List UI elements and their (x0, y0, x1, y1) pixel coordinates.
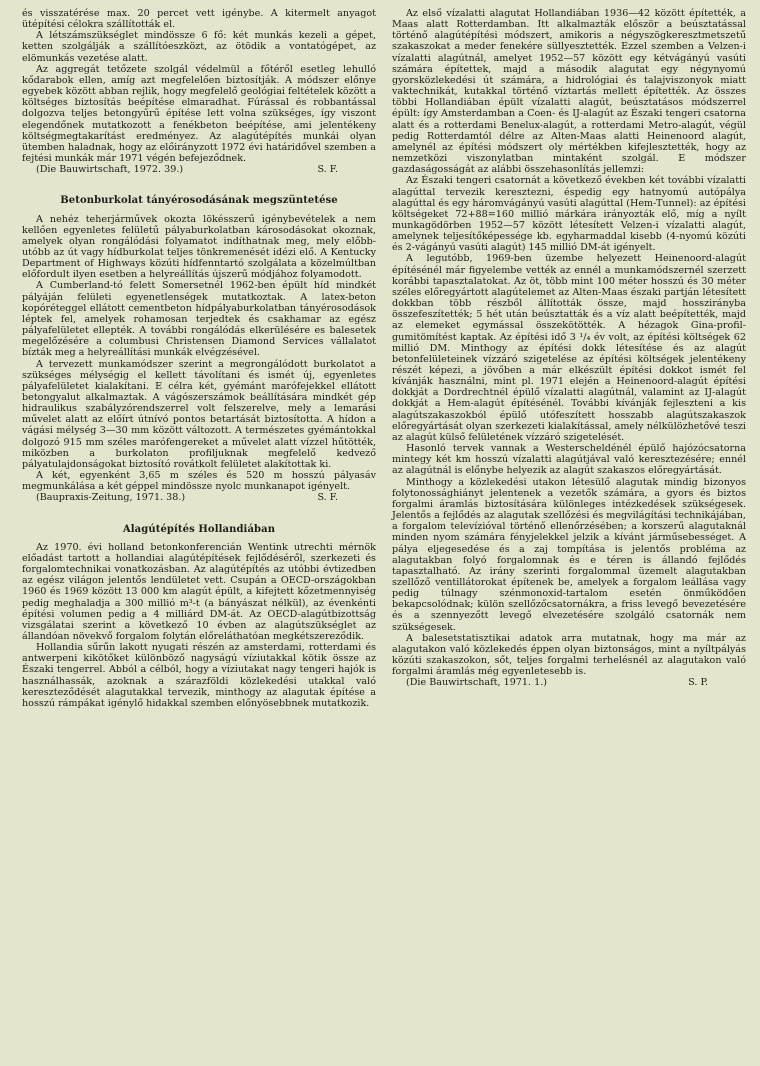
intro-source: (Die Bauwirtschaft, 1972. 39.) (36, 164, 184, 176)
right-paragraph-1: Az első vízalatti alagutat Hollandiában 1936—42 között építették, a Maas alatt Rotterdamban. Itt alkalmazták először a beúsztatással történő alagútépítési módszert, amikoris a négyszögkeresztmetszetű szakaszokat a meder fenekére süllyesztették. Ezzel szemben a Velzen-i vízalatti alagútnál, amelyet 1952—57 között egy kétvágányú vasúti számára építettek, majd a második alagutat egy négynyomú gyorsközlekedési út számára, a hidrológiai és talajviszonyok miatt vaktechnikát, kutakkal történő víztartás mellett építették. Az összes többi Hollandiában épült vízalatti alagút, beúsztatásos módszerrel épült: így Amsterdamban a Coen- és IJ-alagút az Északi tengeri csatorna alatt és a rotterdami Benelux-alagút, a rotterdami Metro-alagút, végül pedig Rotterdamtól délre az Alten-Maas alatti Heinenoord alagút, amelynél az építési módszert oly mértékben kifejlesztették, hogy az nemzetközi viszonylatban mintaként szolgál. E módszer gazdaságosságát az alábbi összehasonlítás jellemzi: (392, 8, 746, 176)
article1-paragraph-2: A Cumberland-tó felett Somersetnél 1962-ben épült híd mindkét pályáján felületi egyenetlenségek mutatkoztak. A latex-beton kopóréteggel ellátott cementbeton hídpályaburkolatban tányérosodások léptek fel, amelyek rohamosan terjedtek és csakhamar az egész pályafelületet ellepték. A további rongálódás elkerülésére es balesetek megelőzésére a columbusi Christensen Diamond Services vállalatot bízták meg a helyreállítási munkák elvégzésével. (22, 280, 376, 359)
left-column (22, 8, 376, 1066)
right-paragraph-3: A legutóbb, 1969-ben üzembe helyezett Heinenoord-alagút építésénél már figyelembe vették az ennél a munkamódszernél szerzett korábbi tapasztalatokat. Az öt, több mint 100 méter hosszú és 30 méter széles előregyártott alagútelemet az Alten-Maas északi partján létesített dokkban több részből állították össze, majd hosszirányba összefeszítették; 5 hét után beúsztatták és a víz alatt beépítették, majd az elemeket egymással összekötötték. A hézagok Gina-profil-gumitömítést kaptak. Az építési idő 3 ¹/₄ év volt, az építési költségek 62 millió DM. Minthogy az építési dokk létesítése és az alagút betonfelületeinek vízzáró szigetelése az építési költségek jelentékeny részét képezi, a jövőben a már elkészült építési dokkot ismét fel kívánják használni, mint pl. 1971 elején a Heinenoord-alagút építési dokkját a Dordrechtnél épülő vízalatti alagútnál, valamint az IJ-alagút dokkját a Hem-alagút építésénél. További kívánják fejleszteni a kis alagútszakaszokból épülő utófeszített hosszabb alagútszakaszok előregyártását olyan szerkezeti kialakítással, amely nélkülözhetővé teszi az alagút külső felületének vízzáró szigetelését. (392, 253, 746, 443)
right-paragraph-4: Hasonló tervek vannak a Westerscheldénél épülő hajózócsatorna mintegy két km hosszú vízalatti alagútjával való keresztezésére; ennél az alagútnál is előnybe helyezik az alagút szakaszos előregyártását. (392, 443, 746, 477)
article1-source: (Baupraxis-Zeitung, 1971. 38.) (36, 492, 186, 504)
intro-source-line (22, 164, 376, 175)
right-source: (Die Bauwirtschaft, 1971. 1.) (406, 677, 548, 689)
article1-initials: S. F. (317, 492, 338, 504)
right-initials: S. P. (688, 677, 708, 689)
right-column (392, 8, 746, 1066)
intro-paragraph-2: A létszámszükséglet mindössze 6 fő: két munkás kezeli a gépet, ketten szolgálják a szállítóeszközt, az ötödik a vontatógépet, az elömunkás vezetése alatt. (22, 30, 376, 64)
intro-paragraph-3: Az aggregát tetőzete szolgál védelmül a főtéről esetleg lehulló kődarabok ellen, amíg azt megfelelően biztosítják. A módszer előnye egyebek között abban rejlik, hogy megfelelő geológiai feltételek között a költséges biztosítás beépítése elmaradhat. Fúrással és robbantással dolgozva teljes betongyűrű építése lett volna szükséges, így viszont elegendőnek mutatkozott a fenékbeton beépítése, ami jelentékeny költségmegtakarítást eredményez. Az alagútépítés munkái olyan ütemben haladnak, hogy az előirányzott 1972 évi határidővel szemben a fejtési munkák már 1971 végén befejeződnek. (22, 63, 376, 165)
intro-initials: S. F. (317, 164, 338, 176)
right-paragraph-5: Minthogy a közlekedési utakon létesülő alagutak mindig bizonyos folytonossághiányt jelentenek a vezetők számára, a gyors és biztos forgalmi áramlás biztosítására különleges intézkedések szükségesek. Jelentős a fejlődés az alagutak szellőzési és megvilágítási technikájában, a forgalom televízióval történő ellenőrzésében; a korszerű alagutaknál minden nyom számára fényjelekkel jelzik a kívánt járműsebességet. A pálya eljegesedése és a zaj tompítása is jelentős probléma az alagutakban folyó forgalomnak és e téren is állandó fejlődés tapasztalható. Az irány szerinti forgalommal üzemelt alagutakban szellőző ventillátorokat építenek be, amelyek a forgalom leállása vagy pedig túlnagy szénmonoxid-tartalom esetén önműködően bekapcsolódnak; külön szellőzőcsatornákra, a friss levegő bevezetésére és a szennyezőtt levegő elvezetésére szolgáló csatornák nem szükségesek. (392, 476, 746, 633)
intro-paragraph-1: és visszatérése max. 20 percet vett igénybe. A kitermelt anyagot ütépítési célokra szállították el. (22, 8, 376, 31)
right-paragraph-6: A balesetstatisztikai adatok arra mutatnak, hogy ma már az alagutakon való közlekedés éppen olyan biztonságos, mint a nyíltpályás közúti szakaszokon, sőt, teljes forgalmi terhelésnél az alagutakon való forgalmi áramlás még egyenletesebb is. (392, 632, 746, 678)
article1-paragraph-1: A nehéz teherjárművek okozta lökésszerű igénybevételek a nem kellően egyenletes felületű pályaburkolatban károsodásokat okoznak, amelyek olyan rongálódási folyamatot indíthatnak meg, mely előbb-utóbb az út vagy hídburkolat teljes tönkremenését idézi elő. A Kentucky Department of Highways közúti hídfenntartó szolgálata a közelmúltban előfordult ilyen esetben a helyreállítás újszerű módjához folyamodott. (22, 213, 376, 281)
article1-paragraph-4: A két, egyenként 3,65 m széles és 520 m hosszú pályasáv megmunkálása a két géppel mindössze nyolc munkanapot igényelt. (22, 470, 376, 493)
article2-paragraph-2: Hollandia sűrűn lakott nyugati részén az amsterdami, rotterdami és antwerpeni kikötőket különböző nagyságú víziutakkal kötik össze az Északi tengerrel. Abból a célból, hogy a víziutakat nagy tengeri hajók is használhassák, azoknak a szárazföldi közlekedési utakkal való kereszteződését alagutakkal tervezik, minthogy az alagutak építése a hosszú rámpákat igénylő hidakkal szemben előnyösebbnek mutatkozik. (22, 642, 376, 709)
article1-source-line (22, 492, 376, 503)
right-source-line (392, 677, 746, 688)
article1-paragraph-3: A tervezett munkamódszer szerint a megrongálódott burkolatot a szükséges mélységig el kellett távolítani és ismét új, egyenletes pályafelületet kialakítani. E célra két, gyémánt marófejekkel ellátott betongyalut alkalmaztak. A vágószerszámok beállítására mindkét gép hidraulikus szabályzórendszerrel volt felszerelve, mely a lemarási művelet alatt az előírt útnívó pontos betartását biztosította. A hídon a vágási mélység 3—30 mm között változott. A természetes gyémántokkal dolgozó 915 mm széles marófengereket a művelet alatt vízzel hűtötték, miközben a burkolaton profiljuknak megfelelő kedvező pályatulajdonságokat biztosító rovátkolt felületet alakítottak ki. (22, 358, 376, 470)
article2-paragraph-1: Az 1970. évi holland betonkonferencián Wentink utrechti mérnök előadást tartott a hollandiai alagútépítések fejlődéséről, szerkezeti és forgalomtechnikai vonatkozásban. Az alagútépítés az utóbbi évtizedben az egész világon jelentős lendületet vett. Csupán a OECD-országokban 1960 és 1969 között 13 000 km alagút épült, a kifejtett kőzetmennyiség pedig meghaladja a 300 millió m³-t (a bányászat nélkül), az évenkénti építési volumen pedig a 4 milliárd DM-át. Az OECD-alagútbizottság vizsgálatai szerint a következő 10 évben az alagútszükséglet az állandóan növekvő forgalom folytán előreláthatóan megkétszereződik. (22, 541, 376, 642)
article2-title: Alagútépítés Hollandiában (122, 523, 276, 535)
right-paragraph-2: Az Északi tengeri csatornát a következő években két további vízalatti alagúttal tervezik keresztezni, éspedig egy hatnyomú autópálya alagúttal és egy háromvágányú vasúti alagúttal (Hem-Tunnel): az építési költségeket 72+88=160 millió márkára irányozták elő, míg a nyílt munkagödörben 1952—57 között létesített Velzen-i vízalatti alagút, amelynek teljesítőképessége kb. egyharmaddal kisebb (4-nyomú közúti és 2-vágányú vasúti alagút) 145 millió DM-át igényelt. (392, 175, 746, 254)
article1-title: Betonburkolat tányérosodásának megszüntetése (60, 195, 338, 207)
